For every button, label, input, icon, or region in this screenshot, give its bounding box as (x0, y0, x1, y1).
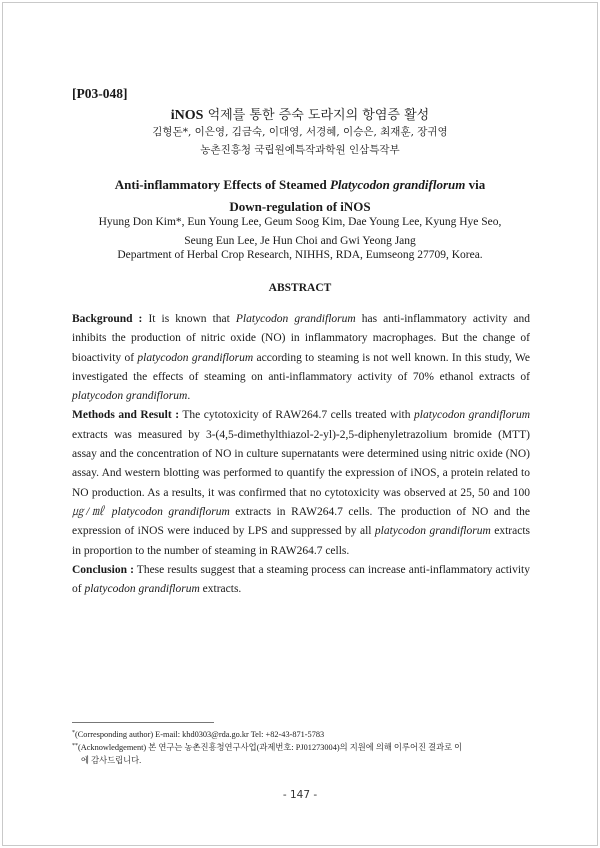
text-run: . (187, 390, 191, 403)
species-name: platycodon grandiflorum (84, 583, 200, 596)
english-authors-line1: Hyung Don Kim*, Eun Young Lee, Geum Soog Kim, Dae Young Lee, Kyung Hye Seo, (98, 216, 502, 228)
footnote-mark: * (72, 730, 75, 736)
species-name: platycodon grandiflorum (111, 505, 230, 518)
korean-title (0, 104, 600, 124)
footnote-corresponding-author (72, 727, 532, 741)
korean-affiliation: 농촌진흥청 국립원예특작과학원 인삼특작부 (200, 144, 400, 156)
korean-title-rest: 억제를 통한 증숙 도라지의 항염증 활성 (203, 108, 430, 123)
species-name: platycodon grandiflorum (137, 351, 254, 364)
footnote-mark: ** (72, 743, 78, 749)
text-run: according to steaming is not well known. In this study, We investigated the effects of steaming on anti-inflammatory activity of 70% ethanol extracts of (72, 351, 530, 383)
page-number: - 147 - (282, 789, 318, 801)
english-affiliation: Department of Herbal Crop Research, NIHHS, RDA, Eumseong 27709, Korea. (117, 249, 483, 261)
poster-code: [P03-048] (72, 86, 128, 101)
text-run: The cytotoxicity of RAW264.7 cells treated with (179, 409, 415, 422)
english-authors-line2: Seung Eun Lee, Je Hun Choi and Gwi Yeong Jang (184, 235, 416, 247)
footnote-text: (Corresponding author) E-mail: khd0303@rda.go.kr Tel: +82-43-871-5783 (75, 730, 325, 739)
conclusion-label: Conclusion : (72, 563, 134, 576)
concentration-unit: ㎍/㎖ (72, 505, 107, 518)
english-title (0, 174, 600, 218)
text-run: It is known that (142, 313, 236, 325)
footnote-acknowledgement (72, 740, 532, 767)
korean-title-prefix: iNOS (170, 108, 204, 123)
species-name: Platycodon grandiflorum (235, 313, 356, 325)
footnote-divider (72, 722, 214, 723)
english-authors (60, 213, 540, 251)
background-paragraph (72, 310, 530, 406)
abstract-heading: ABSTRACT (268, 282, 332, 294)
conclusion-paragraph (72, 561, 530, 600)
text-run: extracts. (199, 583, 242, 596)
korean-authors: 김형돈*, 이은영, 김금숙, 이대영, 서경혜, 이승은, 최재훈, 장귀영 (152, 126, 448, 138)
text-run: extracts in proportion to the number of steaming in RAW264.7 cells. (72, 525, 530, 557)
species-name: platycodon grandiflorum (72, 390, 188, 403)
text-run: These results suggest that a steaming process can increase anti-inflammatory activity of (72, 563, 530, 596)
english-title-part1: Anti-inflammatory Effects of Steamed (114, 177, 330, 192)
species-name: platycodon grandiflorum (374, 525, 491, 538)
species-name: platycodon grandiflorum (414, 409, 530, 422)
text-run: extracts was measured by 3-(4,5-dimethylthiazol-2-yl)-2,5-diphenyletrazolium bromide (MTT) assay and the concentration of NO in culture supernatants were determined using nitric oxide (NO) assay. And western blotting was performed to quantify the expression of iNOS, a protein related to NO production. As a results, it was confirmed that no cytotoxicity was observed at 25, 50 and 100 (72, 428, 530, 499)
footnote-text-continued: 에 감사드립니다. (81, 756, 142, 765)
methods-label: Methods and Result : (72, 409, 180, 422)
text-run: extracts in RAW264.7 cells. The production of NO and the expression of iNOS were induced by LPS and suppressed by all (72, 505, 530, 538)
background-label: Background : (72, 313, 143, 325)
methods-paragraph (72, 406, 530, 560)
footnote-text: (Acknowledgement) 본 연구는 농촌진흥청연구사업(과제번호: PJ01273004)의 지원에 의해 이루어진 결과로 이 (78, 743, 463, 752)
english-title-line2: Down-regulation of iNOS (229, 199, 371, 214)
english-title-part2: via (465, 177, 486, 192)
abstract-body (72, 310, 530, 599)
english-title-species: Platycodon grandiflorum (329, 177, 466, 192)
text-run: has anti-inflammatory activity and inhibits the production of nitric oxide (NO) in inflammatory macrophages. But the change of bioactivity of (72, 313, 530, 364)
